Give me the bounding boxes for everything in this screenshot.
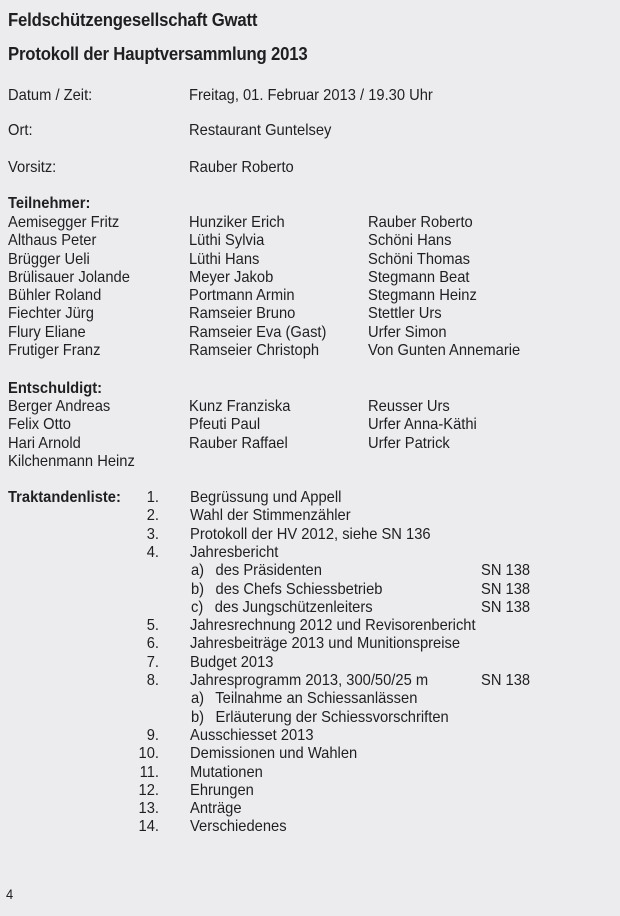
participant-name: Lüthi Hans xyxy=(189,250,260,268)
agenda-item-number: 7. xyxy=(146,653,159,671)
info-label-place: Ort: xyxy=(8,122,33,139)
agenda-item-text: Anträge xyxy=(190,800,242,818)
agenda-subitem-text: a) des Präsidenten xyxy=(191,562,322,580)
excused-name: Urfer Anna-Käthi xyxy=(368,416,477,434)
agenda-item-number: 1. xyxy=(146,489,159,506)
agenda-subitem-text: c) des Jungschützenleiters xyxy=(191,598,373,616)
agenda-heading: Traktandenliste: xyxy=(8,489,121,506)
participant-name: Fiechter Jürg xyxy=(8,305,94,323)
agenda-item-number: 2. xyxy=(146,507,159,525)
agenda-item-number: 11. xyxy=(139,763,159,781)
page-subtitle: Protokoll der Hauptversammlung 2013 xyxy=(8,44,308,64)
page-number: 4 xyxy=(6,886,14,902)
participant-name: Brülisauer Jolande xyxy=(8,268,130,286)
participant-name: Rauber Roberto xyxy=(368,214,473,231)
participants-column-1 xyxy=(8,214,130,360)
excused-column-2 xyxy=(189,398,290,453)
participant-name: Schöni Thomas xyxy=(368,250,471,268)
agenda-item-reference: SN 138 xyxy=(481,580,531,598)
participants-column-3 xyxy=(368,214,520,360)
participant-name: Ramseier Christoph xyxy=(189,342,320,360)
participant-name: Bühler Roland xyxy=(8,287,102,305)
agenda-item-text: Protokoll der HV 2012, siehe SN 136 xyxy=(190,525,431,543)
participant-name: Urfer Simon xyxy=(368,323,447,341)
agenda-item-text: Jahresbeiträge 2013 und Munitionspreise xyxy=(190,635,461,653)
agenda-item-number: 5. xyxy=(146,617,159,635)
excused-name: Urfer Patrick xyxy=(368,434,450,452)
agenda-item-text: Demissionen und Wahlen xyxy=(190,745,358,763)
excused-name: Hari Arnold xyxy=(8,434,81,452)
agenda-item-number: 4. xyxy=(146,543,159,561)
agenda-item-number: 14. xyxy=(138,818,159,836)
excused-name: Pfeuti Paul xyxy=(189,416,261,434)
participant-name: Ramseier Bruno xyxy=(189,305,296,323)
agenda-item-text: Ausschiesset 2013 xyxy=(190,726,314,744)
excused-name: Berger Andreas xyxy=(8,398,111,415)
participant-name: Althaus Peter xyxy=(8,232,97,250)
participant-name: Flury Eliane xyxy=(8,323,86,341)
participants-heading: Teilnehmer: xyxy=(8,195,91,212)
agenda-item-number: 6. xyxy=(146,635,159,653)
agenda-item-text: Verschiedenes xyxy=(190,818,287,836)
agenda-item-reference: SN 138 xyxy=(481,672,531,689)
participant-name: Stegmann Heinz xyxy=(368,287,477,305)
agenda-item-reference: SN 138 xyxy=(481,562,531,580)
agenda-item-text: Mutationen xyxy=(190,763,263,781)
excused-name: Felix Otto xyxy=(8,416,71,434)
agenda-item-number: 13. xyxy=(138,800,159,818)
info-label-chair: Vorsitz: xyxy=(8,159,57,176)
participant-name: Portmann Armin xyxy=(189,287,295,305)
participant-name: Hunziker Erich xyxy=(189,214,285,231)
participant-name: Lüthi Sylvia xyxy=(189,232,265,250)
agenda-item-number: 8. xyxy=(146,672,159,689)
participant-name: Schöni Hans xyxy=(368,232,452,250)
agenda-item-text: Wahl der Stimmenzähler xyxy=(190,507,351,525)
info-value-date: Freitag, 01. Februar 2013 / 19.30 Uhr xyxy=(189,87,433,104)
excused-name: Kilchenmann Heinz xyxy=(8,452,135,470)
participant-name: Aemisegger Fritz xyxy=(8,214,120,231)
agenda-item-number: 9. xyxy=(146,726,159,744)
agenda-subitem-text: a) Teilnahme an Schiessanlässen xyxy=(191,690,418,708)
participant-name: Frutiger Franz xyxy=(8,342,101,360)
participant-name: Meyer Jakob xyxy=(189,268,274,286)
agenda-item-text: Ehrungen xyxy=(190,781,254,799)
info-value-place: Restaurant Guntelsey xyxy=(189,122,332,139)
agenda-subitem-text: b) Erläuterung der Schiessvorschriften xyxy=(191,708,449,726)
agenda-item-text: Jahresrechnung 2012 und Revisorenbericht xyxy=(190,617,476,635)
excused-heading: Entschuldigt: xyxy=(8,380,103,397)
participant-name: Ramseier Eva (Gast) xyxy=(189,323,327,341)
excused-name: Kunz Franziska xyxy=(189,398,291,415)
agenda-item-text: Jahresprogramm 2013, 300/50/25 m xyxy=(190,672,429,689)
page-title: Feldschützengesellschaft Gwatt xyxy=(8,10,258,30)
agenda-item-number: 10. xyxy=(138,745,159,763)
excused-name: Rauber Raffael xyxy=(189,434,288,452)
participants-column-2 xyxy=(189,214,326,360)
participant-name: Stegmann Beat xyxy=(368,268,470,286)
agenda-subitem-text: b) des Chefs Schiessbetrieb xyxy=(191,580,383,598)
agenda-item-reference: SN 138 xyxy=(481,598,531,616)
agenda-item-number: 12. xyxy=(138,781,159,799)
excused-name: Reusser Urs xyxy=(368,398,450,415)
agenda-item-text: Jahresbericht xyxy=(190,543,279,561)
agenda-item-text: Budget 2013 xyxy=(190,653,274,671)
participant-name: Von Gunten Annemarie xyxy=(368,342,521,360)
agenda-item-text: Begrüssung und Appell xyxy=(190,489,342,506)
info-value-chair: Rauber Roberto xyxy=(189,159,294,176)
participant-name: Stettler Urs xyxy=(368,305,442,323)
info-label-date: Datum / Zeit: xyxy=(8,87,93,104)
excused-column-3 xyxy=(368,398,477,453)
participant-name: Brügger Ueli xyxy=(8,250,90,268)
excused-column-1 xyxy=(8,398,135,471)
agenda-item-number: 3. xyxy=(146,525,159,543)
